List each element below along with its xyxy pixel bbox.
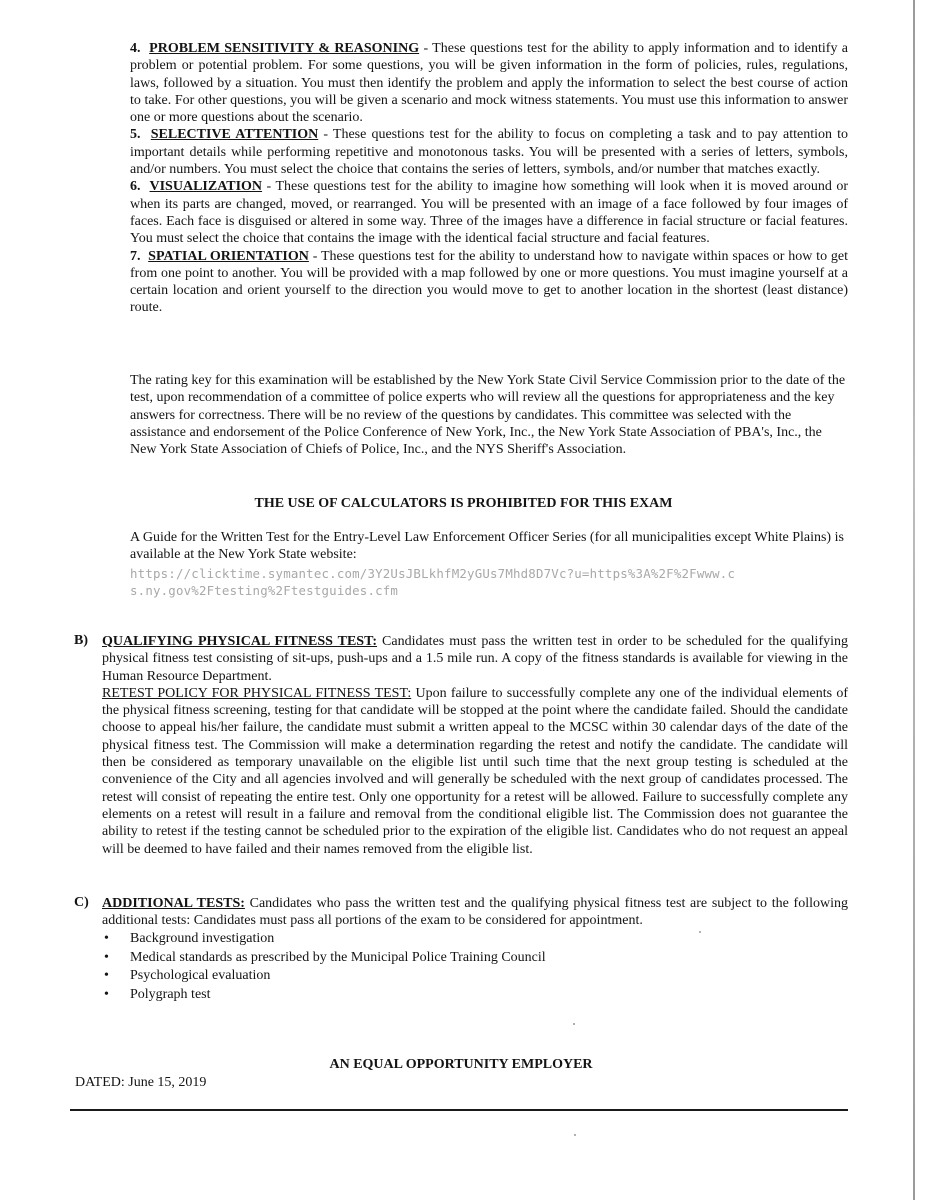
test-number: 6. (130, 179, 141, 195)
section-c-letter: C) (74, 895, 89, 910)
calculator-notice: THE USE OF CALCULATORS IS PROHIBITED FOR THIS EXAM (254, 496, 673, 511)
scan-edge-line (913, 0, 915, 1200)
section-c-heading: ADDITIONAL TESTS: (102, 896, 245, 911)
retest-heading: RETEST POLICY FOR PHYSICAL FITNESS TEST: (102, 685, 412, 701)
section-b-heading: QUALIFYING PHYSICAL FITNESS TEST: (102, 634, 378, 649)
scan-speck (573, 1023, 575, 1025)
additional-tests-list (102, 930, 802, 1004)
section-b-body (102, 633, 848, 858)
section-c-body (102, 895, 848, 930)
scan-speck (699, 931, 701, 933)
list-item: • Polygraph test (102, 986, 802, 1005)
bullet-icon: • (104, 931, 109, 946)
retest-text: Upon failure to successfully complete any one of the individual elements of the physical fitness screening, testing for that candidate will be stopped at the point where the candidate failed. Should the candidate choose to appeal his/her failure, the candidate must submit a written appeal to the MCSC within 30 calendar days of the date of the physical fitness test. The Commission will make a determination regarding the retest and notify the candidate. The candidate will then be considered as temporary unavailable on the eligible list until such time that the next group testing is scheduled at the convenience of the City and all agencies involved and will generally be scheduled with the next group of candidates processed. The retest will consist of repeating the entire test. Only one opportunity for a retest will be allowed. Failure to successfully complete any elements on a retest will result in a failure and removal from the conditional eligible list. The Commission does not guarantee the ability to retest if the testing cannot be scheduled prior to the expiration of the eligible list. Candidates who do not request an appeal will be deemed to have failed and their names removed from the eligible list. (102, 685, 849, 857)
equal-opportunity-employer: AN EQUAL OPPORTUNITY EMPLOYER (329, 1057, 593, 1072)
bullet-icon: • (104, 986, 109, 1002)
section-c-text: Candidates who pass the written test and the qualifying physical fitness test are subject to the following additional tests: Candidates must pass all portions of the exam to be considered for appointment. (102, 896, 848, 929)
test-number: 5. (130, 127, 141, 143)
test-text: - These questions test for the ability to apply information and to identify a problem or potential problem. For some questions, you will be given information in the form of policies, rules, regulations, laws, followed by a situation. You must then identify the problem and apply the information to select the best course of action to take. For other questions, you will be given a scenario and mock witness statements. You must use this information to answer one or more questions about the scenario. (130, 41, 849, 126)
test-number: 4. (130, 41, 141, 56)
guide-url-line-1[interactable]: https://clicktime.symantec.com/3Y2UsJBLkhfM2yGUs7Mhd8D7Vc?u=https%3A%2F%2Fwww.c (130, 566, 736, 581)
section-b-letter: B) (74, 633, 88, 648)
scan-speck (574, 1134, 576, 1136)
list-item: • Psychological evaluation (102, 967, 802, 986)
test-item-visualization (130, 178, 848, 247)
list-item: • Medical standards as prescribed by the Municipal Police Training Council (102, 949, 802, 968)
section-b-text: Candidates must pass the written test in order to be scheduled for the qualifying physical fitness test consisting of sit-ups, push-ups and a 1.5 mile run. A copy of the fitness standards is available for viewing in the Human Resource Department. (102, 634, 848, 684)
test-item-problem-sensitivity (130, 40, 848, 126)
test-number: 7. (130, 248, 141, 264)
test-descriptions (130, 40, 848, 317)
bullet-icon: • (104, 949, 109, 965)
test-heading: SPATIAL ORIENTATION (148, 248, 309, 264)
list-item: • Background investigation (102, 930, 802, 949)
section-b-retest-paragraph (102, 685, 848, 858)
guide-paragraph: A Guide for the Written Test for the Entry-Level Law Enforcement Officer Series (for all municipalities except White Plains) is available at the New York State website: (130, 530, 844, 563)
test-text: - These questions test for the ability to imagine how something will look when it is moved around or when its parts are changed, moved, or rearranged. You will be presented with an image of a face followed by four images of faces. Each face is disguised or altered in some way. Three of the images have a difference in facial structure or facial features. You must select the choice that contains the image with the identical facial structure and facial features. (130, 179, 848, 247)
test-text: - These questions test for the ability to understand how to navigate within spaces or how to get from one point to another. You will be provided with a map followed by one or more questions. You must imagine yourself at a certain location and orient yourself to the direction you would move to get to another location in the shortest (least distance) route. (130, 248, 848, 316)
test-item-selective-attention (130, 126, 848, 178)
test-heading: VISUALIZATION (149, 179, 263, 195)
guide-url-line-2[interactable]: s.ny.gov%2Ftesting%2Ftestguides.cfm (130, 583, 399, 598)
bullet-icon: • (104, 968, 109, 983)
test-heading: PROBLEM SENSITIVITY & REASONING (149, 41, 420, 56)
footer-divider (70, 1109, 848, 1111)
dated-line: DATED: June 15, 2019 (75, 1075, 207, 1090)
section-b-fitness-paragraph (102, 633, 848, 685)
test-text: - These questions test for the ability to focus on completing a task and to pay attention to important details while performing repetitive and monotonous tasks. You will be presented with a series of letters, symbols, and/or numbers. You must select the choice that contains the series of letters, symbols, and/or number that matches exactly. (130, 127, 848, 178)
test-item-spatial-orientation (130, 248, 848, 317)
test-heading: SELECTIVE ATTENTION (150, 127, 319, 143)
rating-key-paragraph: The rating key for this examination will be established by the New York State Civil Service Commission prior to the date of the test, upon recommendation of a committee of police experts who will review all the questions for appropriateness and the key answers for correctness. There will be no review of the questions by candidates. This committee was selected with the assistance and endorsement of the Police Conference of New York, Inc., the New York State Association of PBA's, Inc., the New York State Association of Chiefs of Police, Inc., and the NYS Sheriff's Association. (130, 373, 846, 458)
